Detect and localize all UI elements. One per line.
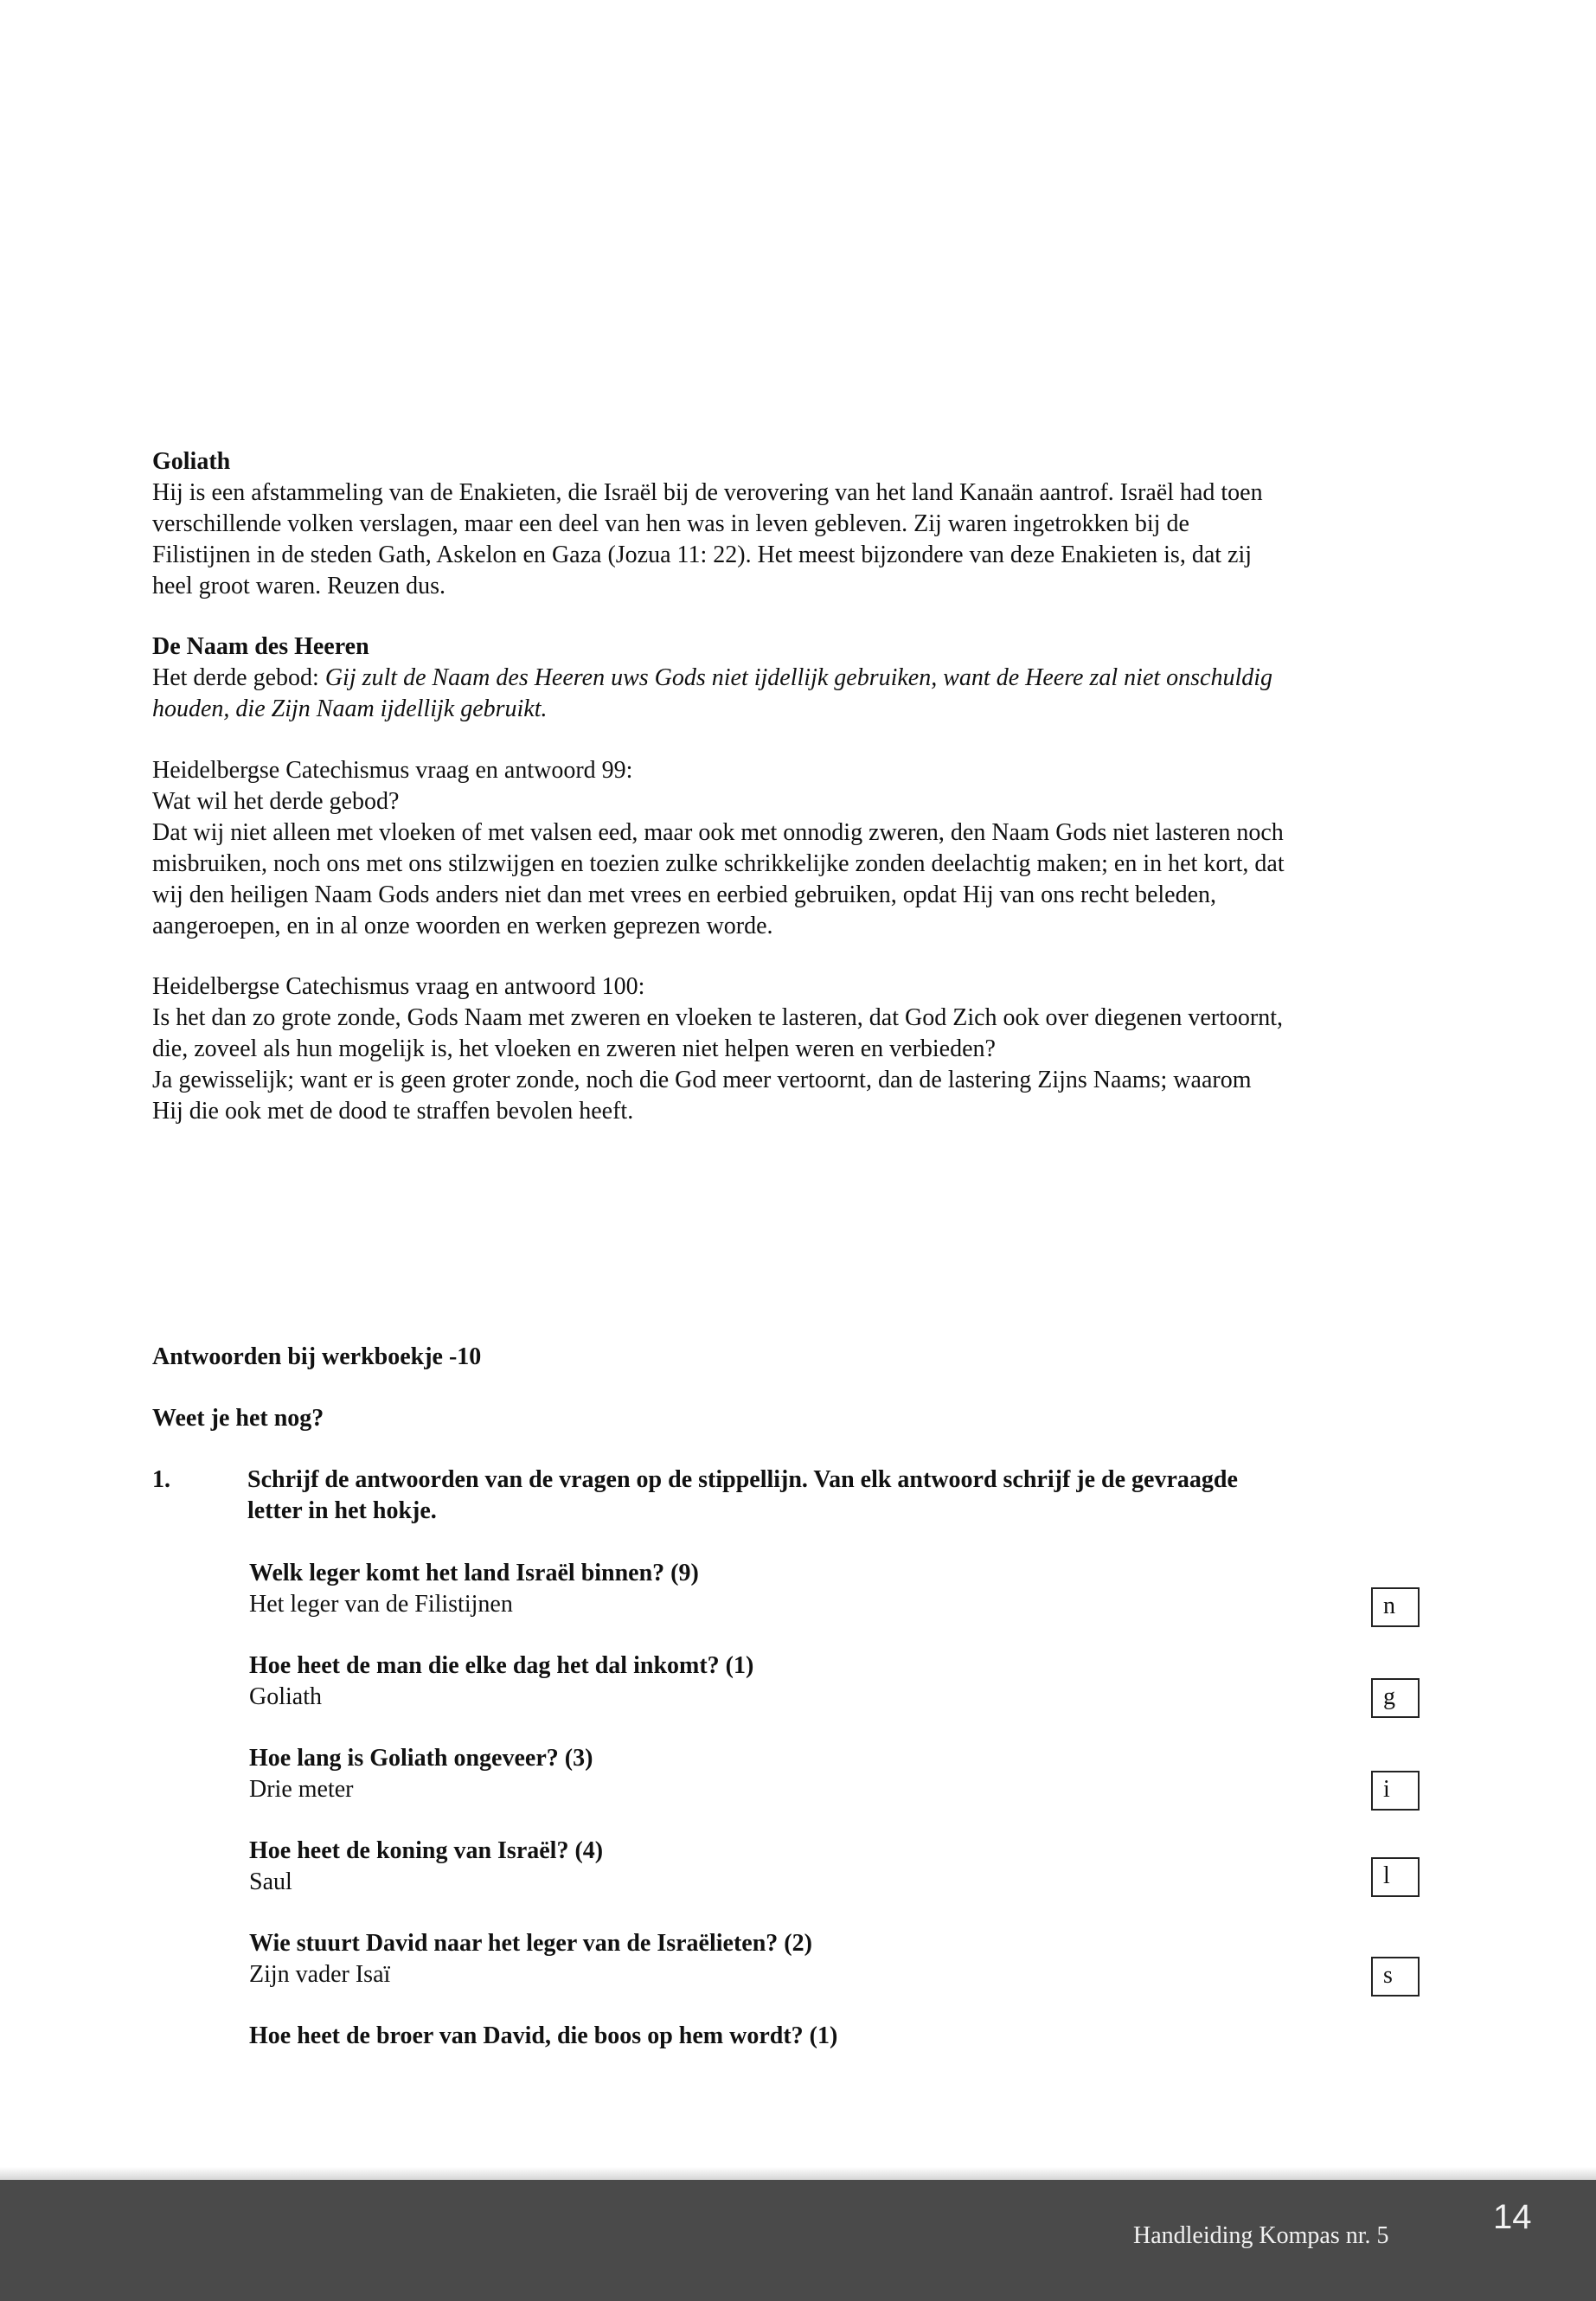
hc99-line: wij den heiligen Naam Gods anders niet dan met vrees en eerbied gebruiken, opdat Hij van ons recht beleden, — [152, 881, 1217, 908]
goliath-line: heel groot waren. Reuzen dus. — [152, 573, 445, 599]
task-instruction — [247, 1465, 1510, 1527]
naam-section — [152, 631, 1433, 725]
item-question: Welk leger komt het land Israël binnen? (9) — [249, 1560, 699, 1586]
list-item — [249, 1928, 1460, 1990]
task-line: Schrijf de antwoorden van de vragen op de stippellijn. Van elk antwoord schrijf je de gevraagde — [247, 1466, 1238, 1493]
list-item — [249, 1743, 1460, 1805]
goliath-line: Filistijnen in de steden Gath, Askelon en Gaza (Jozua 11: 22). Het meest bijzondere van deze Enakieten is, dat zij — [152, 542, 1253, 568]
letter-box[interactable]: s — [1371, 1957, 1420, 1997]
hc100-title: Heidelbergse Catechismus vraag en antwoord 100: — [152, 973, 645, 1000]
item-answer: Het leger van de Filistijnen — [249, 1591, 513, 1618]
antwoorden-heading-text: Antwoorden bij werkboekje -10 — [152, 1343, 482, 1370]
hc100-section — [152, 971, 1433, 1127]
item-question: Hoe heet de koning van Israël? (4) — [249, 1837, 604, 1864]
hc100-line: Is het dan zo grote zonde, Gods Naam met zweren en vloeken te lasteren, dat God Zich ook over diegenen vertoornt, — [152, 1004, 1283, 1031]
task-line: letter in het hokje. — [247, 1497, 437, 1524]
naam-heading: De Naam des Heeren — [152, 633, 369, 660]
item-answer: Goliath — [249, 1683, 322, 1710]
goliath-line: verschillende volken verslagen, maar een deel van hen was in leven gebleven. Zij waren ingetrokken bij de — [152, 510, 1189, 537]
task-number: 1. — [152, 1466, 170, 1493]
goliath-section — [152, 446, 1433, 602]
hc99-line: Dat wij niet alleen met vloeken of met valsen eed, maar ook met onnodig zweren, den Naam Gods niet lasteren noch — [152, 819, 1284, 846]
letter-box[interactable]: l — [1371, 1857, 1420, 1897]
weet-je-het-nog: Weet je het nog? — [152, 1405, 324, 1432]
naam-intro: Het derde gebod: — [152, 664, 325, 691]
footer-title: Handleiding Kompas nr. 5 — [1133, 2222, 1389, 2249]
item-question: Hoe heet de man die elke dag het dal inkomt? (1) — [249, 1652, 754, 1679]
letter-box[interactable]: g — [1371, 1678, 1420, 1718]
goliath-heading: Goliath — [152, 448, 231, 475]
hc99-question: Wat wil het derde gebod? — [152, 788, 400, 815]
letter-box[interactable]: n — [1371, 1587, 1420, 1627]
naam-line — [152, 663, 1433, 694]
list-item — [249, 1650, 1460, 1713]
naam-commandment: Gij zult de Naam des Heeren uws Gods niet ijdellijk gebruiken, want de Heere zal niet onschuldig — [324, 664, 1273, 691]
hc100-line: Ja gewisselijk; want er is geen groter zonde, noch die God meer vertoornt, dan de lastering Zijns Naams; waarom — [152, 1067, 1252, 1093]
list-item — [249, 2021, 1460, 2052]
hc99-line: aangeroepen, en in al onze woorden en werken geprezen worde. — [152, 913, 773, 939]
goliath-line: Hij is een afstammeling van de Enakieten, die Israël bij de verovering van het land Kanaän aantrof. Israël had toen — [152, 479, 1263, 506]
item-answer: Zijn vader Isaï — [249, 1961, 391, 1988]
item-question: Hoe lang is Goliath ongeveer? (3) — [249, 1745, 593, 1772]
letter-box[interactable]: i — [1371, 1771, 1420, 1811]
page-number: 14 — [1493, 2198, 1532, 2236]
hc100-line: die, zoveel als hun mogelijk is, het vloeken en zweren niet helpen weren en verbieden? — [152, 1035, 996, 1062]
hc99-section — [152, 755, 1433, 942]
item-answer: Drie meter — [249, 1776, 354, 1803]
item-question: Wie stuurt David naar het leger van de Israëlieten? (2) — [249, 1930, 812, 1957]
hc100-line: Hij die ook met de dood te straffen bevolen heeft. — [152, 1098, 634, 1125]
item-answer: Saul — [249, 1868, 292, 1895]
list-item — [249, 1836, 1460, 1898]
naam-commandment-cont: houden, die Zijn Naam ijdellijk gebruikt. — [152, 695, 548, 722]
hc99-line: misbruiken, noch ons met ons stilzwijgen en toezien zulke schrikkelijke zonden deelachtig maken; en in het kort, dat — [152, 850, 1285, 877]
hc99-title: Heidelbergse Catechismus vraag en antwoord 99: — [152, 757, 633, 784]
item-question: Hoe heet de broer van David, die boos op hem wordt? (1) — [249, 2022, 838, 2049]
list-item — [249, 1558, 1460, 1620]
